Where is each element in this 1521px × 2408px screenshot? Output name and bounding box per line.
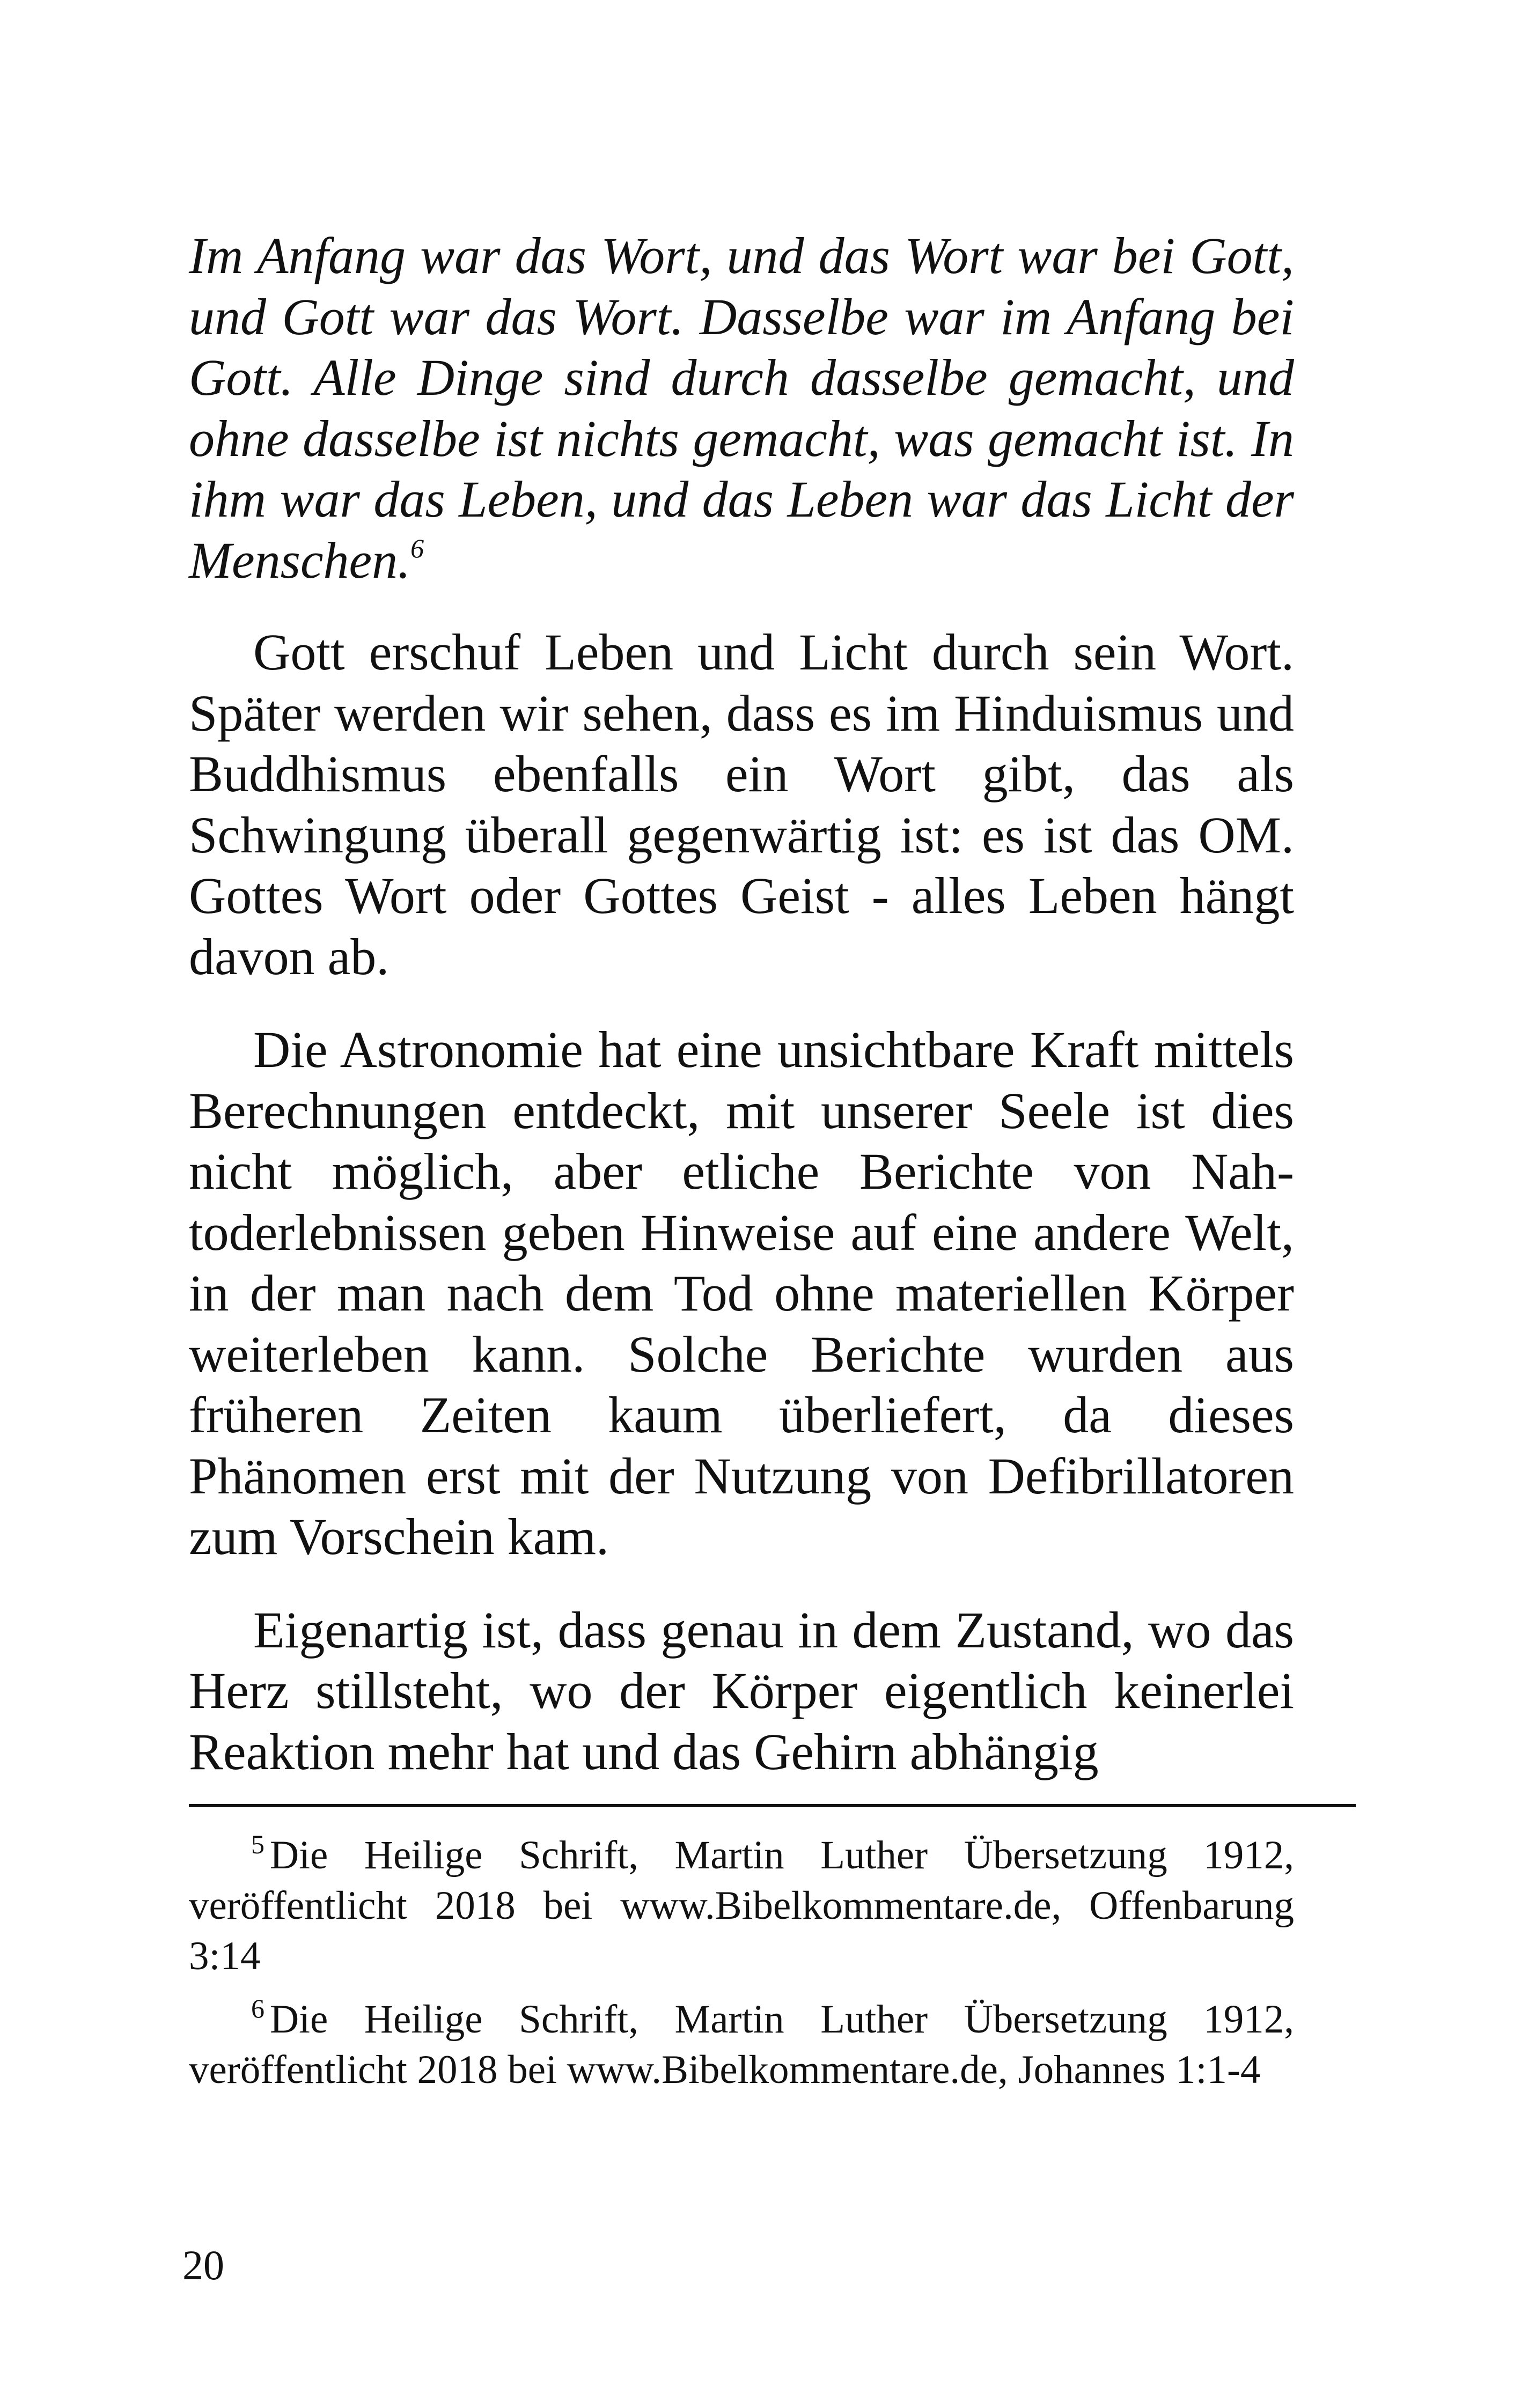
- footnote-divider: [189, 1804, 1356, 1807]
- footnote-text: Die Heilige Schrift, Martin Luther Übersetzung 1912, veröffentlicht 2018 bei www.Bibelkommentare.de, Johannes 1:1-4: [189, 1997, 1294, 2092]
- footnote: [189, 1830, 1294, 1982]
- footnote-number: 5: [251, 1829, 264, 1859]
- paragraph: Eigenartig ist, dass genau in dem Zustand, wo das Herz stillsteht, wo der Körper eigentlich keinerlei Reaktion mehr hat und das Gehirn abhängig: [189, 1601, 1294, 1780]
- footnote-text: Die Heilige Schrift, Martin Luther Übersetzung 1912, veröffentlicht 2018 bei www.Bibelkommentare.de, Offenbarung 3:14: [189, 1833, 1294, 1978]
- footnote-reference: 6: [410, 533, 424, 563]
- page-number: 20: [182, 2242, 224, 2288]
- paragraph: Die Astronomie hat eine unsichtbare Kraft mittels Berechnungen entdeckt, mit unserer Seele ist dies nicht möglich, aber etliche Berichte von Nahtoderlebnissen geben Hinweise auf eine andere Welt, in der man nach dem Tod ohne materiellen Körper weiterleben kann. Solche Berichte wurden aus früheren Zeiten kaum überliefert, da dieses Phänomen erst mit der Nutzung von Defibrillatoren zum Vorschein kam.: [189, 1021, 1294, 1565]
- bible-quote-text: Im Anfang war das Wort, und das Wort war bei Gott, und Gott war das Wort. Dasselbe war im Anfang bei Gott. Alle Dinge sind durch dasselbe gemacht, und ohne dasselbe ist nichts gemacht, was gemacht ist. In ihm war das Leben, und das Leben war das Licht der Menschen.: [189, 227, 1294, 589]
- main-text: [189, 225, 1294, 1814]
- footnotes: [189, 1830, 1294, 2108]
- footnote: [189, 1994, 1294, 2095]
- paragraph: Gott erschuf Leben und Licht durch sein Wort. Später werden wir sehen, dass es im Hinduismus und Buddhismus ebenfalls ein Wort gibt, das als Schwingung überall gegenwärtig ist: es ist das OM. Gottes Wort oder Gottes Geist - alles Leben hängt davon ab.: [189, 623, 1294, 985]
- footnote-number: 6: [251, 1993, 264, 2023]
- bible-quote: [189, 225, 1294, 591]
